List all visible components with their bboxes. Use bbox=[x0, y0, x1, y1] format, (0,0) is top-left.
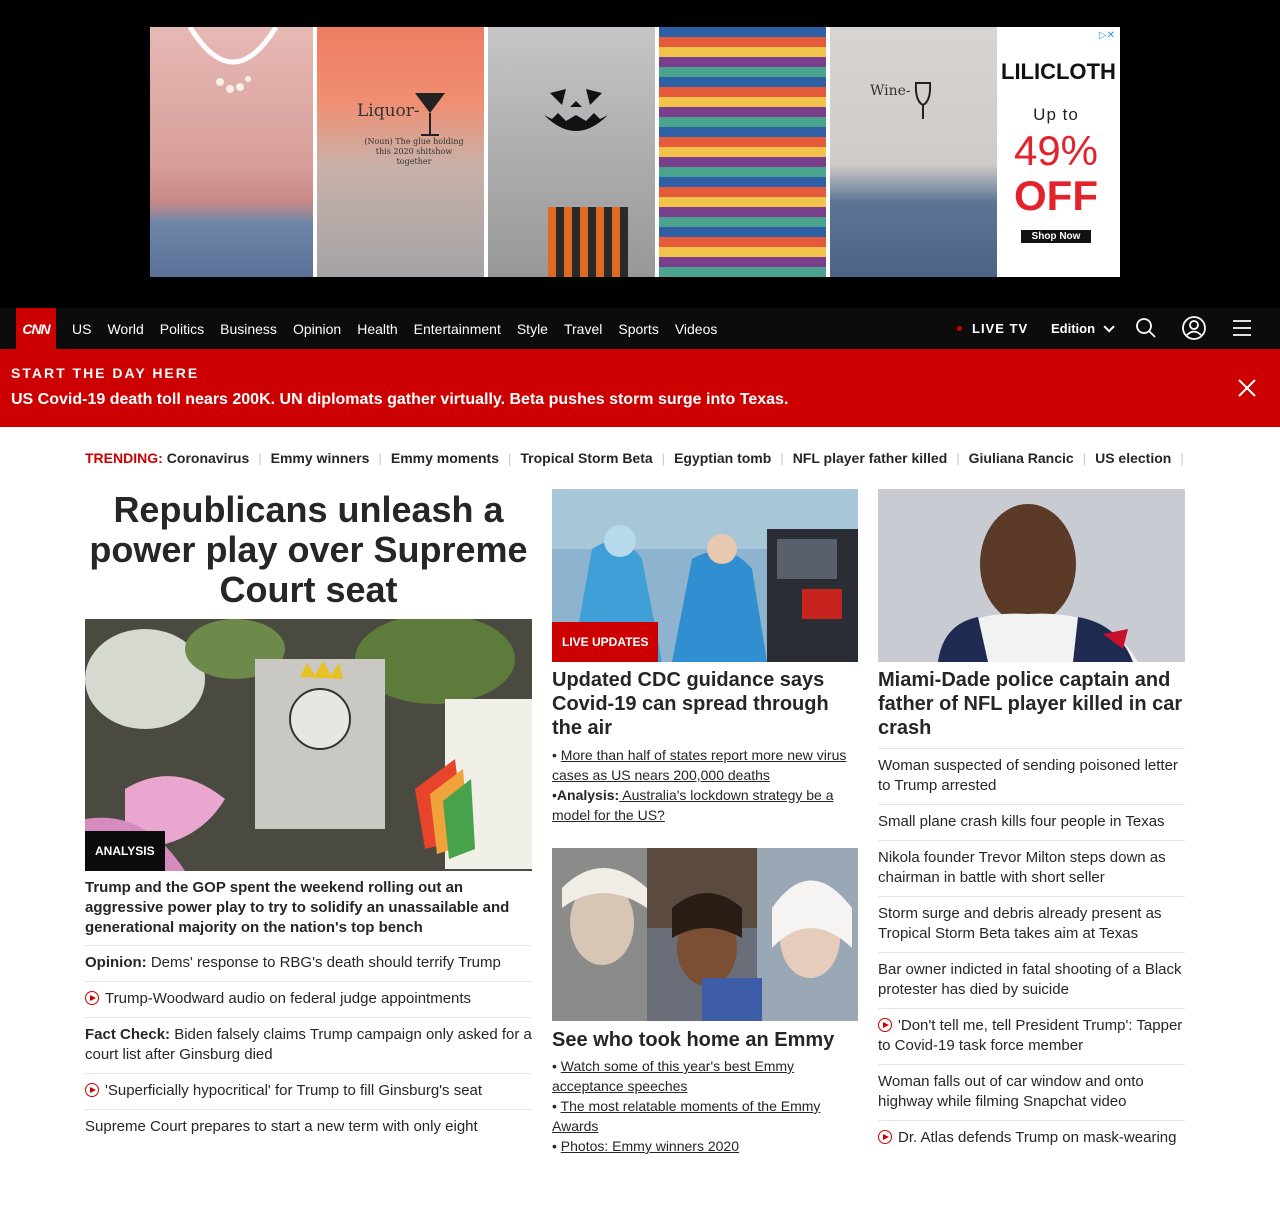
emmy-story-image[interactable] bbox=[552, 848, 858, 1021]
col3-headline-list bbox=[878, 748, 1185, 1156]
play-icon bbox=[85, 1083, 99, 1097]
ad-banner[interactable] bbox=[150, 27, 1120, 277]
play-icon bbox=[878, 1018, 892, 1032]
item-text: Nikola founder Trevor Milton steps down as chairman in battle with short seller bbox=[878, 849, 1166, 886]
ad-wine-text: Wine- bbox=[870, 83, 911, 99]
trending-item[interactable]: US election bbox=[1095, 450, 1172, 466]
ad-percent: 49% bbox=[1013, 127, 1099, 174]
item-text: Trump-Woodward audio on federal judge appointments bbox=[105, 990, 472, 1007]
trending-item[interactable]: Tropical Storm Beta bbox=[520, 450, 653, 466]
trending-separator: | bbox=[661, 450, 666, 466]
list-item[interactable] bbox=[85, 1073, 532, 1109]
list-item[interactable] bbox=[85, 1109, 532, 1145]
bullet-link[interactable]: Watch some of this year's best Emmy acceptance speeches bbox=[552, 1058, 795, 1094]
list-item[interactable] bbox=[878, 896, 1185, 952]
ad-up-to: Up to bbox=[1033, 105, 1079, 124]
bullet-item[interactable]: • The most relatable moments of the Emmy Awards bbox=[552, 1098, 821, 1134]
ad-liquor-text: Liquor- bbox=[357, 101, 420, 121]
ad-brand-panel[interactable] bbox=[997, 27, 1117, 277]
list-item[interactable] bbox=[878, 804, 1185, 840]
item-text: Woman falls out of car window and onto highway while filming Snapchat video bbox=[878, 1073, 1144, 1110]
nav-link-world[interactable]: World bbox=[107, 320, 144, 337]
bullet-item[interactable]: • Watch some of this year's best Emmy acceptance speeches bbox=[552, 1058, 795, 1094]
ad-liquor-subtext: (Noun) The glue holding this 2020 shitshow together bbox=[364, 137, 464, 166]
nav-link-politics[interactable]: Politics bbox=[159, 320, 205, 337]
trending-item[interactable]: Giuliana Rancic bbox=[968, 450, 1074, 466]
glass-icon bbox=[317, 27, 488, 277]
item-prefix: Fact Check: bbox=[85, 1026, 171, 1043]
nfl-story-headline[interactable]: Miami-Dade police captain and father of NFL player killed in car crash bbox=[878, 669, 1183, 739]
wine-glass-icon bbox=[830, 27, 997, 277]
list-item[interactable] bbox=[85, 945, 532, 981]
trending-label: TRENDING: bbox=[85, 450, 163, 466]
ad-product-sweater[interactable] bbox=[150, 27, 317, 277]
hero-subheadline[interactable]: Trump and the GOP spent the weekend rolling out an aggressive power play to try to solidify an unassailable and generational majority on the nation's top bench bbox=[85, 879, 510, 936]
main-nav bbox=[0, 308, 1280, 349]
nav-link-entertainment[interactable]: Entertainment bbox=[413, 320, 501, 337]
item-text: Woman suspected of sending poisoned letter to Trump arrested bbox=[878, 757, 1178, 794]
bullet-item[interactable]: • Photos: Emmy winners 2020 bbox=[552, 1138, 739, 1154]
item-text: Storm surge and debris already present as Tropical Storm Beta takes aim at Texas bbox=[878, 905, 1162, 942]
cnn-logo[interactable]: CNN bbox=[16, 308, 56, 349]
menu-icon[interactable] bbox=[1232, 317, 1252, 339]
ad-product-pumpkin-shirt[interactable] bbox=[488, 27, 659, 277]
item-text: 'Superficially hypocritical' for Trump to fill Ginsburg's seat bbox=[105, 1082, 483, 1099]
nav-link-business[interactable]: Business bbox=[220, 320, 277, 337]
nfl-player-image bbox=[878, 489, 1185, 662]
ad-product-socks[interactable] bbox=[659, 27, 830, 277]
edition-dropdown[interactable] bbox=[1051, 308, 1111, 349]
cdc-story-headline[interactable]: Updated CDC guidance says Covid-19 can spread through the air bbox=[552, 669, 829, 739]
bullet-link[interactable]: Australia's lockdown strategy be a model for the US? bbox=[552, 787, 834, 823]
bullet-item[interactable]: •Analysis: Australia's lockdown strategy be a model for the US? bbox=[552, 787, 834, 823]
adchoices-icon[interactable]: ▷✕ bbox=[1098, 30, 1115, 41]
trending-separator: | bbox=[780, 450, 784, 466]
trending-separator: | bbox=[258, 450, 262, 466]
nav-link-videos[interactable]: Videos bbox=[674, 320, 718, 337]
trending-separator: | bbox=[378, 450, 382, 466]
emmy-collage-image bbox=[552, 848, 858, 1021]
cdc-story-image[interactable] bbox=[552, 489, 858, 662]
chevron-down-icon bbox=[1104, 321, 1115, 332]
ad-shop-now-button[interactable]: Shop Now bbox=[1021, 230, 1091, 243]
ad-brand-name: LILICLOTH bbox=[1001, 59, 1116, 84]
item-text: Supreme Court prepares to start a new term with only eight bbox=[85, 1118, 478, 1135]
bullet-link[interactable]: More than half of states report more new virus cases as US nears 200,000 deaths bbox=[552, 747, 847, 783]
live-updates-label: LIVE UPDATES bbox=[552, 622, 658, 662]
list-item[interactable] bbox=[878, 1120, 1185, 1156]
pumpkin-face-icon bbox=[536, 75, 616, 141]
list-item[interactable] bbox=[878, 1008, 1185, 1064]
list-item[interactable] bbox=[878, 840, 1185, 896]
breaking-kicker: START THE DAY HERE bbox=[11, 365, 200, 381]
list-item[interactable] bbox=[878, 952, 1185, 1008]
trending-separator: | bbox=[956, 450, 960, 466]
trending-item[interactable]: Emmy moments bbox=[390, 450, 500, 466]
bullet-link[interactable]: The most relatable moments of the Emmy Awards bbox=[552, 1098, 821, 1134]
trending-bar bbox=[85, 449, 1185, 467]
list-item[interactable] bbox=[878, 748, 1185, 804]
search-icon[interactable] bbox=[1135, 317, 1157, 339]
item-prefix: Opinion: bbox=[85, 954, 147, 971]
ad-product-liquor-shirt[interactable] bbox=[317, 27, 488, 277]
trending-item[interactable]: Emmy winners bbox=[270, 450, 370, 466]
hero-headline[interactable]: Republicans unleash a power play over Supreme Court seat bbox=[89, 489, 528, 610]
bullet-link[interactable]: Photos: Emmy winners 2020 bbox=[560, 1138, 739, 1154]
live-dot-icon bbox=[957, 326, 962, 331]
plaid-hem bbox=[548, 207, 628, 277]
list-item[interactable] bbox=[85, 1017, 532, 1073]
item-text: Dems' response to RBG's death should terrify Trump bbox=[146, 954, 501, 971]
trending-separator: | bbox=[508, 450, 512, 466]
item-text: Bar owner indicted in fatal shooting of a Black protester has died by suicide bbox=[878, 961, 1182, 998]
emmy-story-bullets bbox=[552, 1056, 858, 1156]
edition-label: Edition bbox=[1051, 321, 1096, 336]
list-item[interactable] bbox=[878, 1064, 1185, 1120]
account-icon[interactable] bbox=[1182, 316, 1206, 340]
nav-link-travel[interactable]: Travel bbox=[563, 320, 603, 337]
list-item[interactable] bbox=[85, 981, 532, 1017]
item-text: Biden falsely claims Trump campaign only asked for a court list after Ginsburg died bbox=[85, 1026, 532, 1063]
nav-link-health[interactable]: Health bbox=[357, 320, 398, 337]
sweater-illustration bbox=[150, 27, 317, 277]
item-text: 'Don't tell me, tell President Trump': Tapper to Covid-19 task force member bbox=[878, 1017, 1183, 1054]
item-text: Small plane crash kills four people in Texas bbox=[878, 813, 1165, 830]
nav-link-sports[interactable]: Sports bbox=[618, 320, 659, 337]
trending-separator: | bbox=[1180, 450, 1184, 466]
bullet-prefix: Analysis: bbox=[556, 787, 620, 803]
bullet-item[interactable]: • More than half of states report more new virus cases as US nears 200,000 deaths bbox=[552, 747, 847, 783]
nav-link-style[interactable]: Style bbox=[516, 320, 548, 337]
ad-off: OFF bbox=[1014, 172, 1098, 219]
nav-link-opinion[interactable]: Opinion bbox=[292, 320, 342, 337]
play-icon bbox=[878, 1130, 892, 1144]
nav-link-us[interactable]: US bbox=[72, 320, 92, 337]
hero-image[interactable] bbox=[85, 619, 532, 871]
nav-links bbox=[72, 308, 733, 349]
col1-related-list bbox=[85, 945, 532, 1145]
breaking-news-banner[interactable] bbox=[0, 349, 1280, 427]
breaking-headline[interactable]: US Covid-19 death toll nears 200K. UN diplomats gather virtually. Beta pushes storm surge into Texas. bbox=[11, 391, 789, 408]
trending-item[interactable]: NFL player father killed bbox=[792, 450, 948, 466]
analysis-label: ANALYSIS bbox=[85, 831, 165, 871]
trending-item[interactable]: Egyptian tomb bbox=[674, 450, 772, 466]
trending-item[interactable]: Coronavirus bbox=[166, 450, 250, 466]
cdc-story-bullets bbox=[552, 745, 858, 825]
ad-banner-area bbox=[0, 0, 1280, 308]
nfl-story-image[interactable] bbox=[878, 489, 1185, 662]
live-tv-link[interactable] bbox=[957, 308, 1028, 349]
live-tv-label: LIVE TV bbox=[972, 321, 1029, 336]
ad-product-wine-shirt[interactable] bbox=[830, 27, 997, 277]
emmy-story-headline[interactable]: See who took home an Emmy bbox=[552, 1029, 835, 1051]
trending-separator: | bbox=[1082, 450, 1087, 466]
play-icon bbox=[85, 991, 99, 1005]
close-icon[interactable] bbox=[1236, 377, 1258, 399]
item-text: Dr. Atlas defends Trump on mask-wearing bbox=[898, 1129, 1177, 1146]
